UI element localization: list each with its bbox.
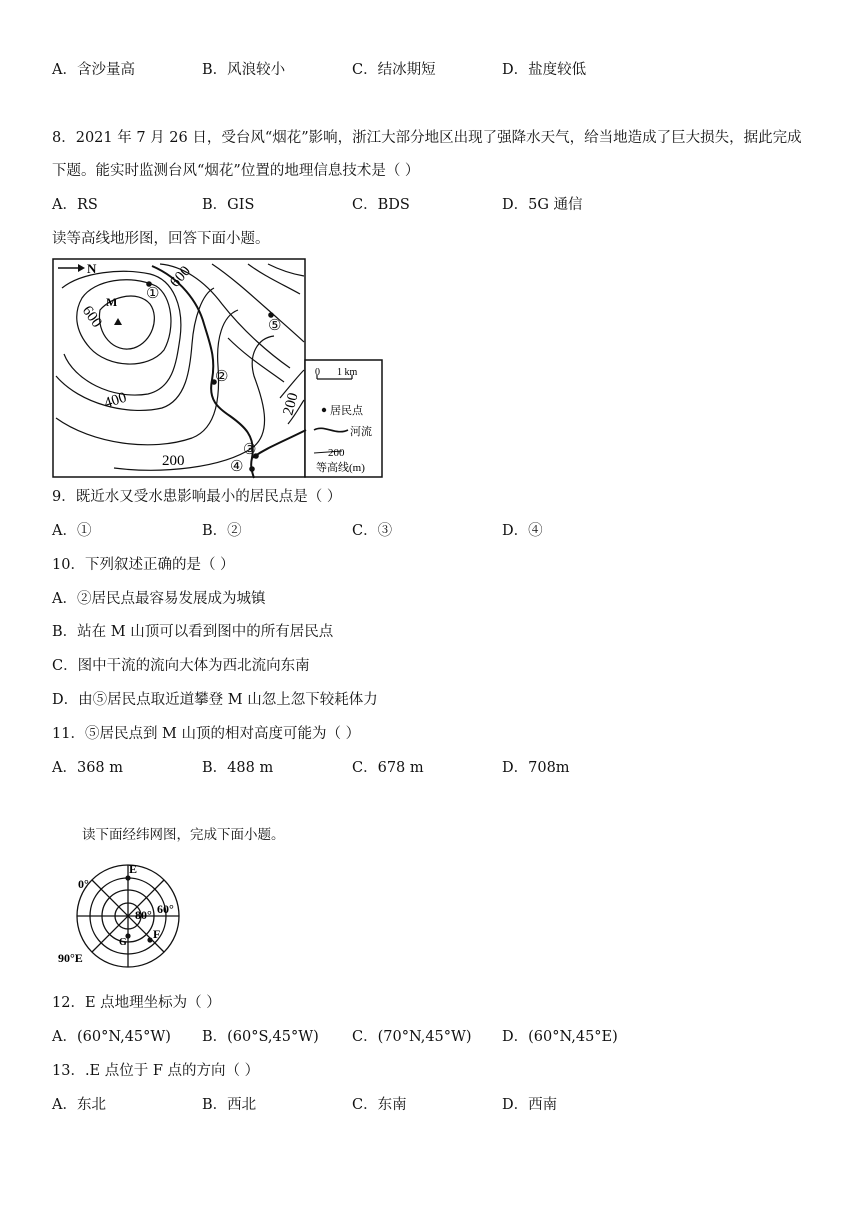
svg-text:④: ④ <box>230 459 244 475</box>
q10-option-d: D．由⑤居民点取近道攀登 M 山忽上忽下较耗体力 <box>52 692 378 708</box>
q8-option-b: B．GIS <box>202 197 255 213</box>
peak-m-icon <box>106 295 122 325</box>
q11-option-d: D．708m <box>502 760 570 776</box>
point-e <box>125 875 130 880</box>
contour-label-600-top: 600 <box>167 263 195 291</box>
q12-option-b: B．(60°S,45°W) <box>202 1029 319 1045</box>
q12-option-c: C．(70°N,45°W) <box>352 1029 472 1045</box>
q13-option-b: B．西北 <box>202 1097 257 1113</box>
q12-option-d: D．(60°N,45°E) <box>502 1029 618 1045</box>
north-label: N <box>87 261 97 276</box>
contour-lines <box>56 264 304 470</box>
point-f <box>147 937 152 942</box>
graticule-figure <box>52 858 192 970</box>
q7-option-c: C．结冰期短 <box>352 62 436 78</box>
legend-contour-value: 200 <box>328 447 345 459</box>
label-g: G <box>119 937 127 948</box>
svg-text:①: ① <box>146 286 160 302</box>
label-60-degree: 60° <box>157 902 174 916</box>
q8-option-d: D．5G 通信 <box>502 197 583 213</box>
river-line <box>152 266 306 478</box>
q8-stem-line1: 8．2021 年 7 月 26 日，受台风“烟花”影响，浙江大部分地区出现了强降水天气，给当地造成了巨大损失，据此完成 <box>52 130 802 146</box>
north-arrow-icon <box>58 261 97 276</box>
contour-intro: 读等高线地形图，回答下面小题。 <box>52 231 270 247</box>
q12-stem: 12．E 点地理坐标为（ ） <box>52 995 221 1011</box>
q11-stem: 11．⑤居民点到 M 山顶的相对高度可能为（ ） <box>52 726 361 742</box>
legend-settlement: 居民点 <box>330 405 363 417</box>
q8-option-a: A．RS <box>52 197 98 213</box>
svg-text:0: 0 <box>315 367 320 378</box>
q9-option-a: A．① <box>52 523 92 539</box>
map-frame <box>53 259 305 477</box>
q9-stem: 9．既近水又受水患影响最小的居民点是（ ） <box>52 489 342 505</box>
q13-option-c: C．东南 <box>352 1097 407 1113</box>
q9-option-c: C．③ <box>352 523 393 539</box>
q11-option-a: A．368 m <box>52 760 124 776</box>
q7-option-a: A．含沙量高 <box>52 62 135 78</box>
q8-option-c: C．BDS <box>352 197 410 213</box>
settlement-3 <box>243 442 259 459</box>
q9-option-b: B．② <box>202 523 242 539</box>
contour-label-400: 400 <box>102 389 129 412</box>
contour-label-200-bottom: 200 <box>162 453 185 469</box>
q12-option-a: A．(60°N,45°W) <box>52 1029 171 1045</box>
q9-option-d: D．④ <box>502 523 543 539</box>
q10-stem: 10．下列叙述正确的是（ ） <box>52 557 235 573</box>
contour-label-200-right: 200 <box>280 391 302 418</box>
contour-map-figure <box>52 258 384 480</box>
q10-option-c: C．图中干流的流向大体为西北流向东南 <box>52 658 310 674</box>
q10-option-a: A．②居民点最容易发展成为城镇 <box>52 591 266 607</box>
q11-option-b: B．488 m <box>202 760 274 776</box>
q7-option-d: D．盐度较低 <box>502 62 587 78</box>
contour-label-600-left: 600 <box>78 303 105 331</box>
svg-text:⑤: ⑤ <box>268 318 282 334</box>
q10-option-b: B．站在 M 山顶可以看到图中的所有居民点 <box>52 624 334 640</box>
legend-river: 河流 <box>350 426 372 438</box>
svg-text:②: ② <box>215 369 229 385</box>
grid-intro: 读下面经纬网图，完成下面小题。 <box>82 827 285 843</box>
q13-option-a: A．东北 <box>52 1097 106 1113</box>
svg-text:③: ③ <box>243 442 257 458</box>
q13-option-d: D．西南 <box>502 1097 558 1113</box>
q8-stem-line2: 下题。能实时监测台风“烟花”位置的地理信息技术是（ ） <box>52 163 420 179</box>
label-f: F <box>153 927 161 941</box>
label-e: E <box>129 862 138 876</box>
q7-option-b: B．风浪较小 <box>202 62 286 78</box>
peak-m-label: M <box>106 295 118 309</box>
q11-option-c: C．678 m <box>352 760 424 776</box>
label-80-degree: 80° <box>135 908 152 922</box>
label-0-degree: 0° <box>78 877 89 891</box>
svg-text:1 km: 1 km <box>337 367 358 378</box>
legend-contour: 等高线(m) <box>316 462 365 474</box>
label-90e: 90°E <box>58 951 83 965</box>
q13-stem: 13．.E 点位于 F 点的方向（ ） <box>52 1063 260 1079</box>
